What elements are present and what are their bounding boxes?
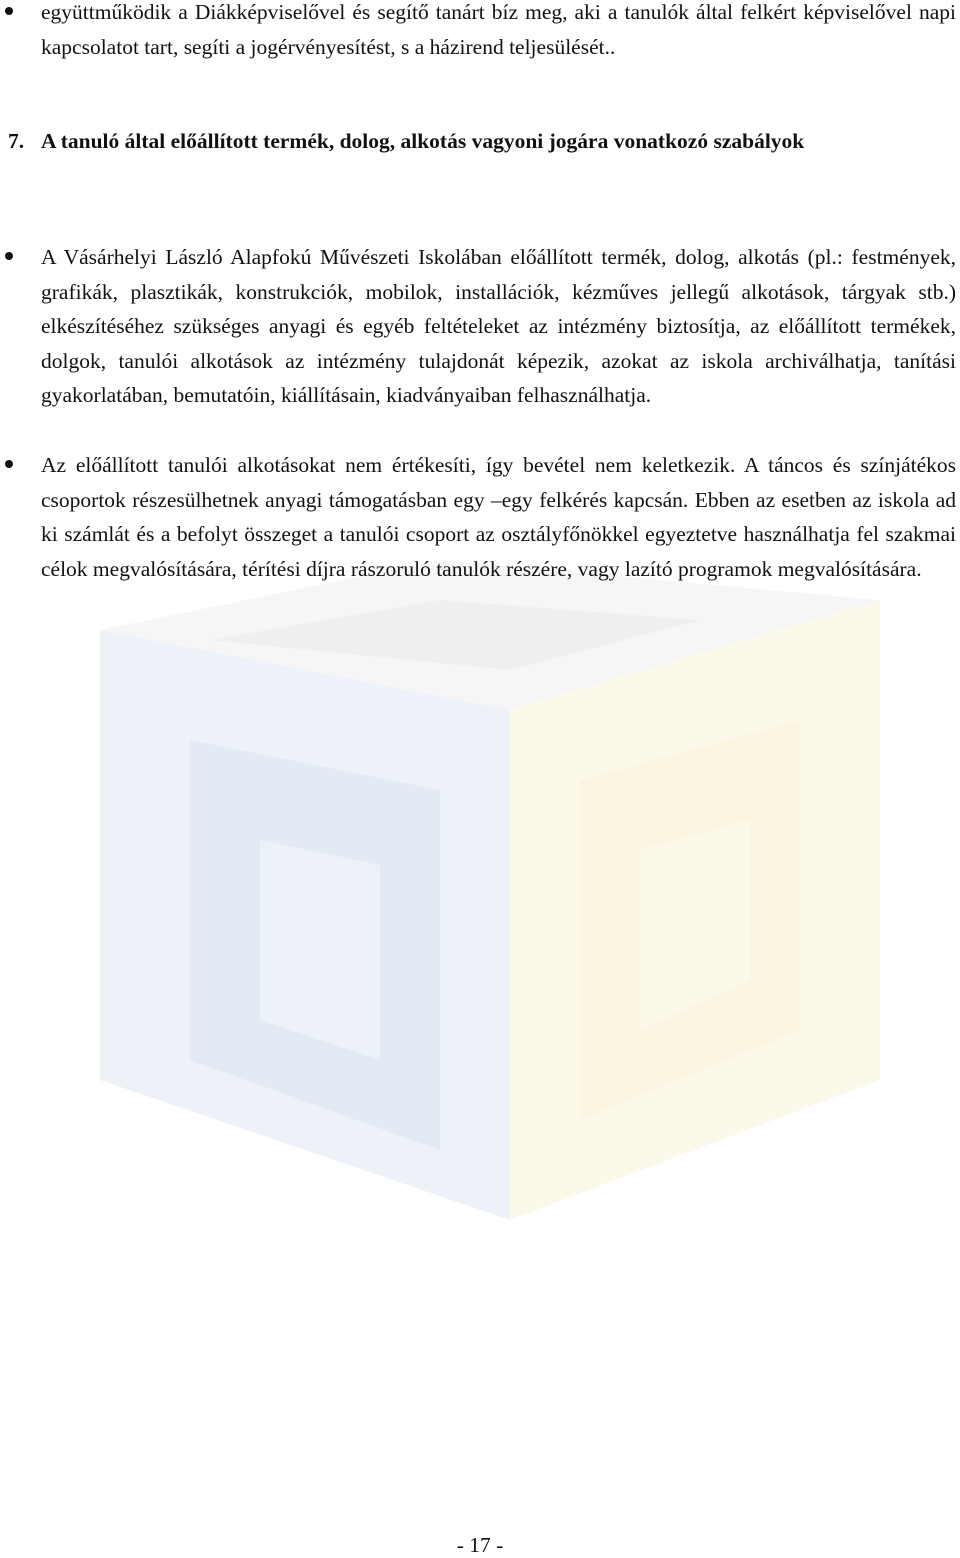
page-number: - 17 -	[456, 1533, 504, 1557]
bullet-icon	[5, 460, 13, 468]
section-heading	[8, 125, 908, 157]
section-title: A tanuló által előállított termék, dolog, alkotás vagyoni jogára vonatkozó szabályok	[41, 129, 805, 153]
list-item-text: együttműködik a Diákképviselővel és segítő tanárt bíz meg, aki a tanulók által felkért képviselővel napi kapcsolatot tart, segíti a jogérvényesítést, s a házirend teljesülését..	[41, 0, 956, 59]
school-logo-watermark-icon	[60, 560, 920, 1220]
list-item	[41, 448, 956, 586]
list-item	[41, 240, 956, 413]
list-item-text: A Vásárhelyi László Alapfokú Művészeti Iskolában előállított termék, dolog, alkotás (pl.: festmények, grafikák, plasztikák, konstrukciók, mobilok, installációk, kézműves jellegű alkotások, tárgyak stb.) elkészítéséhez szükséges anyagi és egyéb feltételeket az intézmény biztosítja, az előállított termékek, dolgok, tanulói alkotások az intézmény tulajdonát képezik, azokat az iskola archiválhatja, tanítási gyakorlatában, bemutatóin, kiállításain, kiadványaiban felhasználhatja.	[41, 245, 956, 408]
list-item	[41, 0, 956, 64]
bullet-icon	[5, 252, 13, 260]
list-item-text: Az előállított tanulói alkotásokat nem értékesíti, így bevétel nem keletkezik. A táncos és színjátékos csoportok részesülhetnek anyagi támogatásban egy –egy felkérés kapcsán. Ebben az esetben az iskola ad ki számlát és a befolyt összeget a tanulói csoport az osztályfőnökkel egyeztetve használhatja fel szakmai célok megvalósítására, térítési díjra rászoruló tanulók részére, vagy lazító programok megvalósítására.	[41, 453, 956, 581]
section-number: 7.	[8, 129, 25, 153]
bullet-icon	[5, 7, 13, 15]
